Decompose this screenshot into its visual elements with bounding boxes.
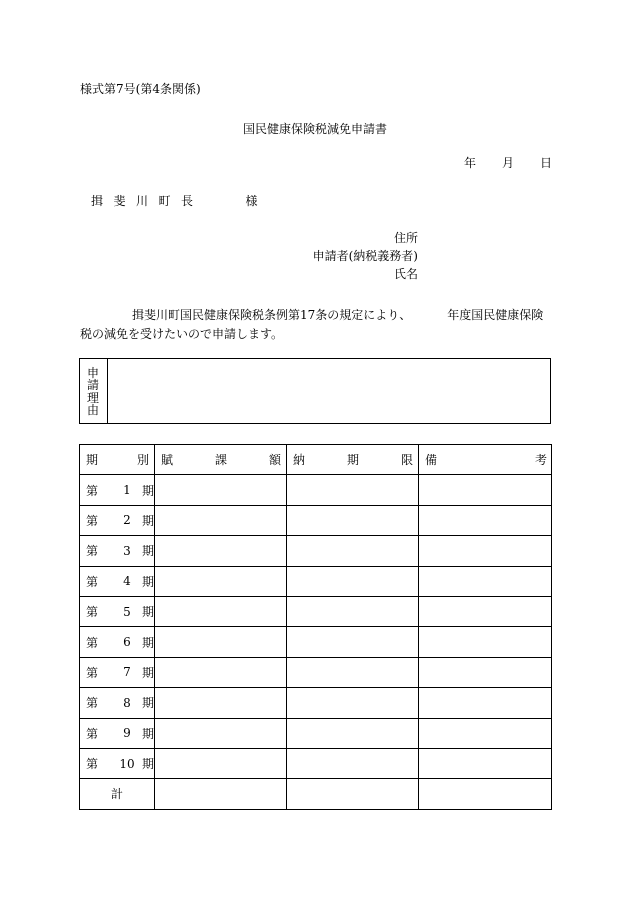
payment-deadline-cell[interactable] — [287, 566, 419, 596]
assessed-amount-cell[interactable] — [155, 748, 287, 778]
period-prefix: 第 — [86, 513, 99, 528]
period-prefix: 第 — [86, 726, 99, 741]
period-number: 4 — [123, 574, 131, 589]
assessed-amount-cell[interactable] — [155, 718, 287, 748]
period-cell — [80, 536, 155, 566]
period-suffix: 期 — [142, 665, 155, 680]
date-day-label: 日 — [540, 156, 553, 170]
table-row — [80, 475, 552, 505]
application-statement — [80, 306, 550, 344]
header-assessed-amount: 賦 課 額 — [155, 445, 287, 475]
remarks-cell[interactable] — [419, 566, 552, 596]
statement-part2: 年度国民健康保険税の減免を受けたいので申請します。 — [80, 308, 544, 341]
period-cell — [80, 505, 155, 535]
header-period: 期 別 — [80, 445, 155, 475]
payment-deadline-cell[interactable] — [287, 718, 419, 748]
date-year-label: 年 — [464, 156, 477, 170]
header-payment-deadline: 納 期 限 — [287, 445, 419, 475]
remarks-cell[interactable] — [419, 657, 552, 687]
period-cell — [80, 718, 155, 748]
period-suffix: 期 — [142, 513, 155, 528]
table-row — [80, 688, 552, 718]
remarks-cell[interactable] — [419, 505, 552, 535]
assessed-amount-cell[interactable] — [155, 475, 287, 505]
payment-deadline-cell[interactable] — [287, 627, 419, 657]
remarks-cell[interactable] — [419, 596, 552, 626]
period-prefix: 第 — [86, 635, 99, 650]
period-prefix: 第 — [86, 544, 99, 559]
table-row — [80, 566, 552, 596]
payment-deadline-cell[interactable] — [287, 536, 419, 566]
reason-label: 申請理由 — [87, 366, 100, 418]
period-number: 6 — [123, 635, 131, 650]
assessed-amount-cell[interactable] — [155, 657, 287, 687]
period-cell — [80, 748, 155, 778]
assessed-amount-cell[interactable] — [155, 627, 287, 657]
period-prefix: 第 — [86, 605, 99, 620]
date-line — [464, 156, 552, 170]
remarks-cell[interactable] — [419, 536, 552, 566]
period-prefix: 第 — [86, 665, 99, 680]
total-deadline-cell[interactable] — [287, 779, 419, 809]
period-number: 2 — [123, 513, 131, 528]
period-prefix: 第 — [86, 574, 99, 589]
table-row — [80, 505, 552, 535]
remarks-cell[interactable] — [419, 627, 552, 657]
assessed-amount-cell[interactable] — [155, 505, 287, 535]
period-suffix: 期 — [142, 696, 155, 711]
payment-deadline-cell[interactable] — [287, 475, 419, 505]
table-row — [80, 718, 552, 748]
period-prefix: 第 — [86, 757, 99, 772]
name-label: 氏名 — [393, 267, 418, 281]
addressee-mayor: 揖斐川町長 — [91, 194, 204, 208]
period-suffix: 期 — [142, 483, 155, 498]
remarks-cell[interactable] — [419, 718, 552, 748]
table-row — [80, 657, 552, 687]
tax-schedule-table — [79, 444, 552, 810]
table-row — [80, 748, 552, 778]
reason-field[interactable] — [108, 359, 550, 423]
period-number: 9 — [123, 726, 131, 741]
remarks-cell[interactable] — [419, 688, 552, 718]
table-row — [80, 596, 552, 626]
table-total-row — [80, 779, 552, 809]
period-cell — [80, 596, 155, 626]
period-number: 5 — [123, 604, 131, 619]
period-suffix: 期 — [142, 757, 155, 772]
assessed-amount-cell[interactable] — [155, 566, 287, 596]
period-suffix: 期 — [142, 574, 155, 589]
payment-deadline-cell[interactable] — [287, 505, 419, 535]
period-suffix: 期 — [142, 605, 155, 620]
payment-deadline-cell[interactable] — [287, 688, 419, 718]
addressee-honorific: 様 — [245, 194, 258, 208]
applicant-label: 申請者(納税義務者) — [312, 249, 418, 263]
period-prefix: 第 — [86, 483, 99, 498]
payment-deadline-cell[interactable] — [287, 657, 419, 687]
period-suffix: 期 — [142, 726, 155, 741]
total-label: 計 — [80, 779, 155, 809]
statement-part1: 揖斐川町国民健康保険税条例第17条の規定により、 — [132, 308, 412, 322]
total-amount-cell[interactable] — [155, 779, 287, 809]
table-row — [80, 627, 552, 657]
period-suffix: 期 — [142, 635, 155, 650]
reason-box — [79, 358, 551, 424]
period-number: 8 — [123, 695, 131, 710]
period-number: 3 — [123, 543, 131, 558]
period-prefix: 第 — [86, 696, 99, 711]
period-cell — [80, 627, 155, 657]
document-title: 国民健康保険税減免申請書 — [242, 122, 387, 136]
total-notes-cell[interactable] — [419, 779, 552, 809]
payment-deadline-cell[interactable] — [287, 748, 419, 778]
address-label: 住所 — [393, 231, 418, 245]
period-suffix: 期 — [142, 544, 155, 559]
period-cell — [80, 688, 155, 718]
header-remarks: 備 考 — [419, 445, 552, 475]
remarks-cell[interactable] — [419, 475, 552, 505]
date-month-label: 月 — [502, 156, 515, 170]
assessed-amount-cell[interactable] — [155, 536, 287, 566]
payment-deadline-cell[interactable] — [287, 596, 419, 626]
assessed-amount-cell[interactable] — [155, 688, 287, 718]
period-cell — [80, 475, 155, 505]
reason-label-cell — [80, 359, 108, 423]
period-number: 7 — [123, 665, 131, 680]
table-header-row — [80, 445, 552, 475]
remarks-cell[interactable] — [419, 748, 552, 778]
form-number: 様式第7号(第4条関係) — [80, 82, 201, 96]
period-cell — [80, 657, 155, 687]
assessed-amount-cell[interactable] — [155, 596, 287, 626]
table-row — [80, 536, 552, 566]
addressee — [91, 194, 258, 208]
period-number: 1 — [123, 483, 131, 498]
period-cell — [80, 566, 155, 596]
period-number: 10 — [119, 756, 135, 771]
